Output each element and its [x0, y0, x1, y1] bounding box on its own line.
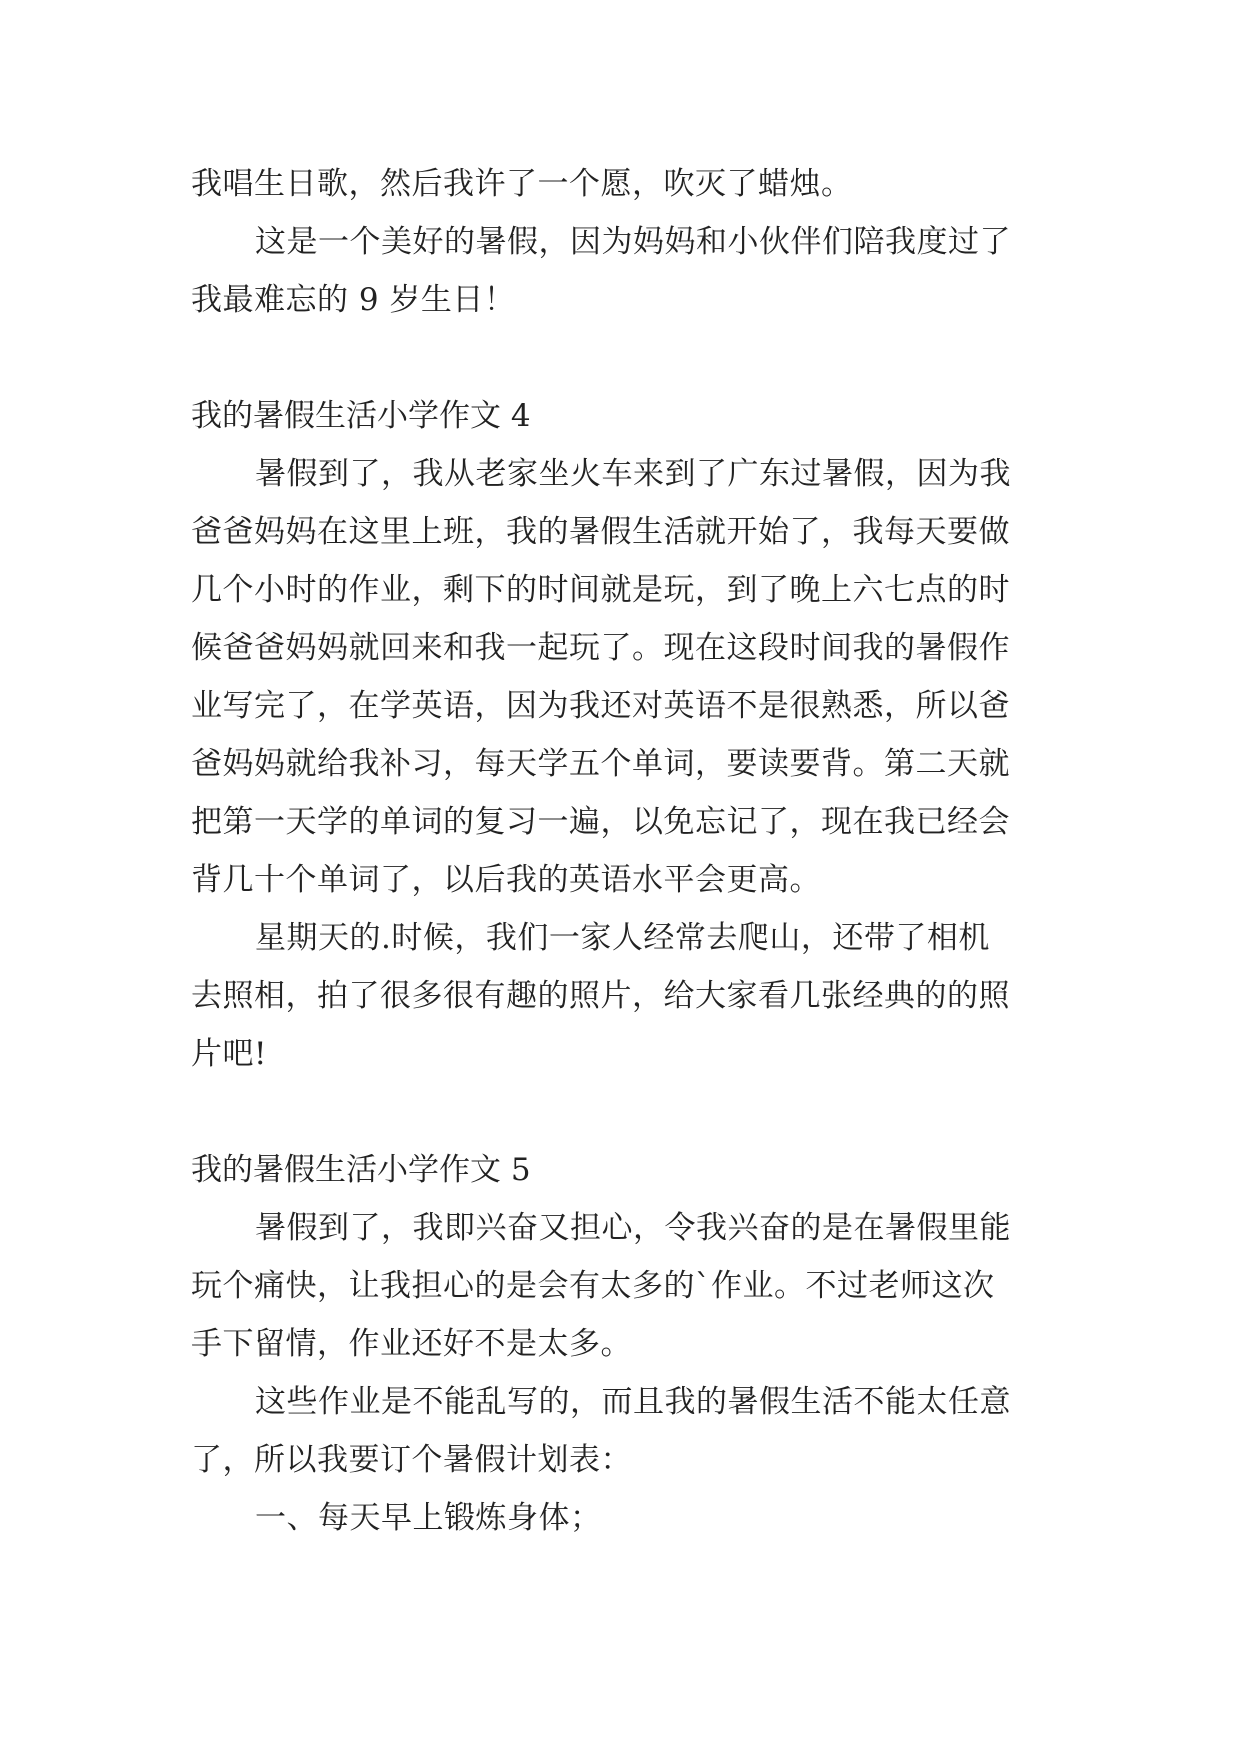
text-line: 爸爸妈妈在这里上班，我的暑假生活就开始了，我每天要做	[191, 514, 1010, 550]
paragraph	[191, 213, 1051, 329]
paragraph	[191, 1199, 1051, 1373]
text-line: 背几十个单词了，以后我的英语水平会更高。	[191, 862, 821, 898]
paragraph	[191, 1489, 1051, 1547]
text-line: 我唱生日歌，然后我许了一个愿，吹灭了蜡烛。	[191, 166, 853, 202]
heading-text: 我的暑假生活小学作文 5	[191, 1152, 531, 1188]
section-heading	[191, 1141, 1051, 1199]
text-line: 我最难忘的 9 岁生日！	[191, 282, 516, 318]
text-line: 这是一个美好的暑假，因为妈妈和小伙伴们陪我度过了	[255, 224, 1011, 260]
text-line: 星期天的.时候，我们一家人经常去爬山，还带了相机	[255, 920, 990, 956]
paragraph	[191, 1373, 1051, 1489]
text-line: 手下留情，作业还好不是太多。	[191, 1326, 632, 1362]
text-line: 候爸爸妈妈就回来和我一起玩了。现在这段时间我的暑假作	[191, 630, 1010, 666]
section-gap	[191, 329, 1051, 387]
text-line: 把第一天学的单词的复习一遍，以免忘记了，现在我已经会	[191, 804, 1010, 840]
text-line: 几个小时的作业，剩下的时间就是玩，到了晚上六七点的时	[191, 572, 1010, 608]
section-gap	[191, 1083, 1051, 1141]
text-line: 一、每天早上锻炼身体；	[255, 1500, 602, 1536]
paragraph	[191, 909, 1051, 1083]
text-line: 暑假到了，我即兴奋又担心，令我兴奋的是在暑假里能	[255, 1210, 1011, 1246]
text-line: 暑假到了，我从老家坐火车来到了广东过暑假，因为我	[255, 456, 1011, 492]
text-line: 玩个痛快，让我担心的是会有太多的`作业。不过老师这次	[191, 1268, 995, 1304]
text-line: 业写完了，在学英语，因为我还对英语不是很熟悉，所以爸	[191, 688, 1010, 724]
paragraph	[191, 445, 1051, 909]
text-line: 爸妈妈就给我补习，每天学五个单词，要读要背。第二天就	[191, 746, 1010, 782]
heading-text: 我的暑假生活小学作文 4	[191, 398, 531, 434]
section-heading	[191, 387, 1051, 445]
text-line: 去照相，拍了很多很有趣的照片，给大家看几张经典的的照	[191, 978, 1010, 1014]
document-body	[191, 155, 1051, 1547]
text-line: 这些作业是不能乱写的，而且我的暑假生活不能太任意	[255, 1384, 1011, 1420]
text-line: 了，所以我要订个暑假计划表：	[191, 1442, 632, 1478]
text-line: 片吧!	[191, 1036, 267, 1072]
paragraph	[191, 155, 1051, 213]
